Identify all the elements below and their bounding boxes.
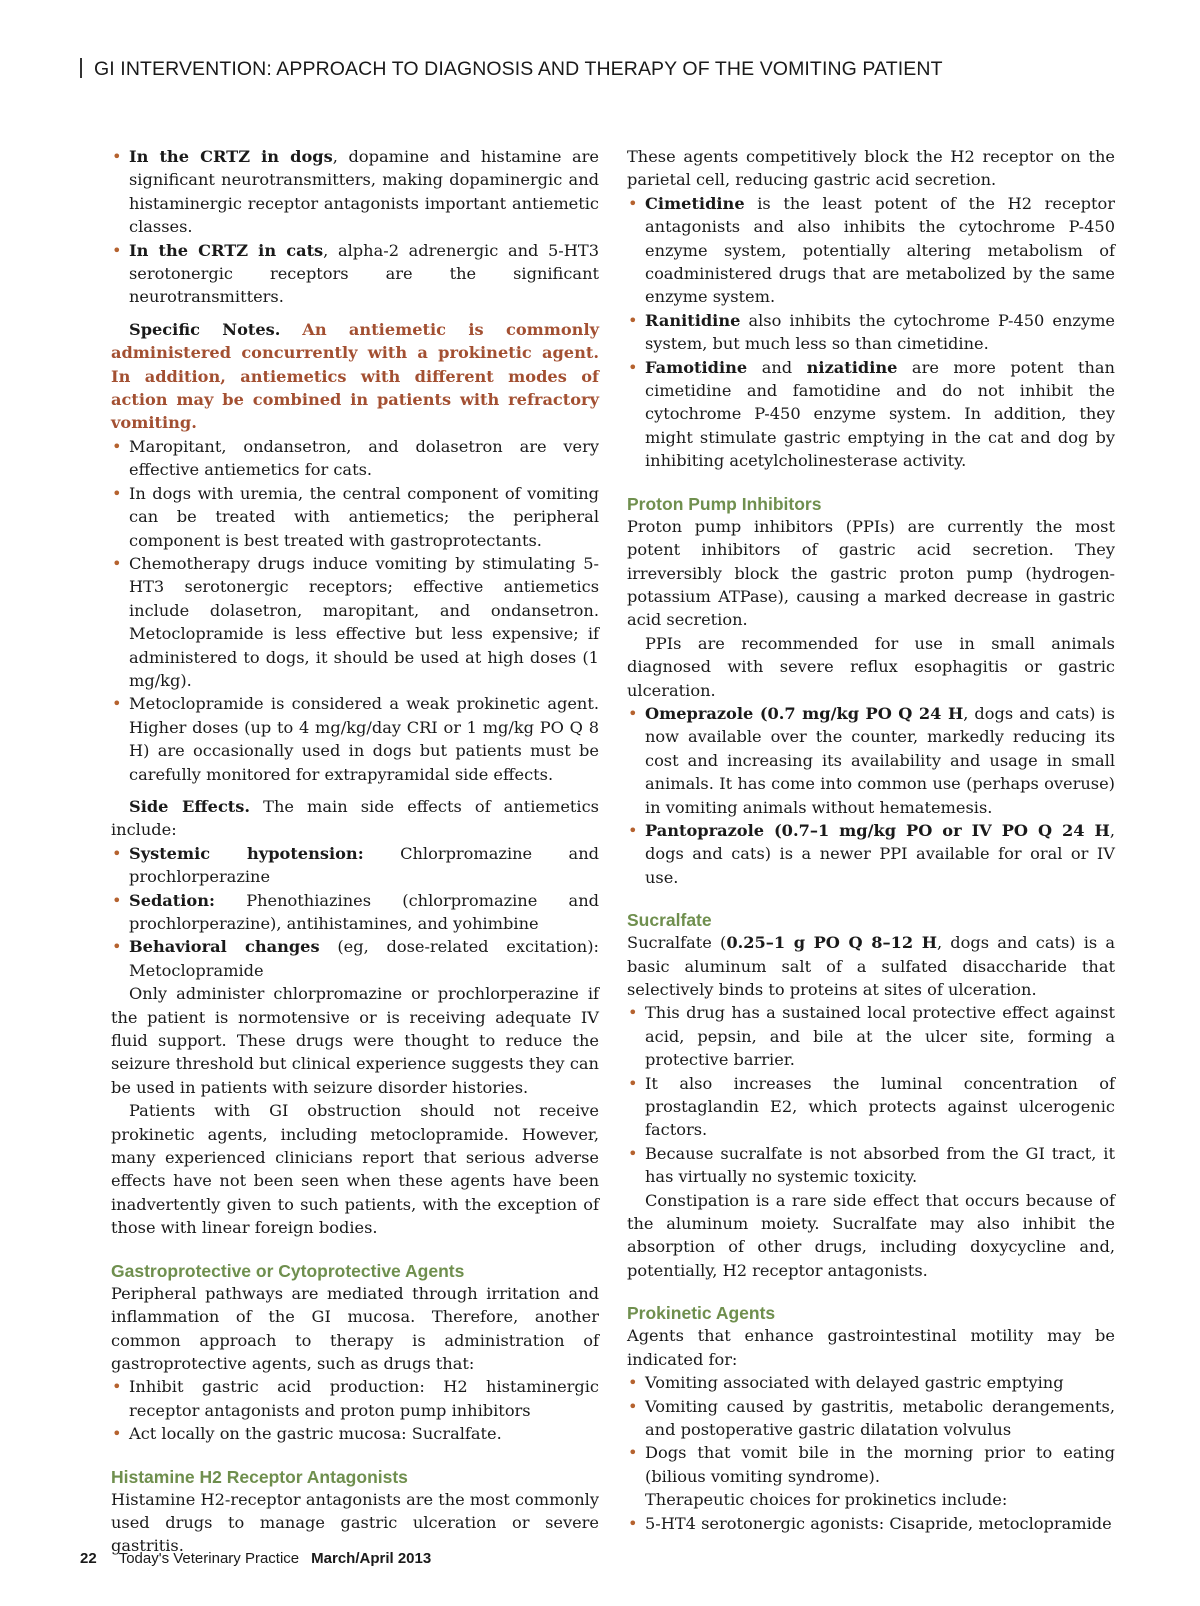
- section-heading: Gastroprotective or Cytoprotective Agents: [111, 1260, 465, 1281]
- list-item: • Metoclopramide is considered a weak prokinetic agent. Higher doses (up to 4 mg/kg/day CRI or 1 mg/kg PO Q 8 H) are occasionally used in dogs but patients must be carefully monitored for extrapyramidal side effects.: [112, 694, 599, 784]
- list-item: • Vomiting caused by gastritis, metabolic derangements, and postoperative gastric dilatation volvulus: [628, 1396, 1115, 1439]
- list-item: • Act locally on the gastric mucosa: Sucralfate.: [111, 1422, 599, 1445]
- prokinetic-list: [627, 1371, 1115, 1488]
- list-item: • Ranitidine also inhibits the cytochrome P-450 enzyme system, but much less so than cimetidine.: [628, 310, 1115, 354]
- list-item: • 5-HT4 serotonergic agonists: Cisapride, metoclopramide: [627, 1512, 1115, 1535]
- bullet-icon: •: [628, 820, 638, 840]
- bullet-icon: •: [628, 1373, 638, 1393]
- body-paragraph: Proton pump inhibitors (PPIs) are currently the most potent inhibitors of gastric acid secretion. They irreversibly block the gastric proton pump (hydrogen-potassium ATPase), causing a marked decrease in gastric acid secretion.: [627, 516, 1115, 630]
- bullet-icon: •: [112, 240, 122, 260]
- bullet-icon: •: [628, 703, 638, 723]
- list-text: , alpha-2 adrenergic and 5-HT3 serotonergic receptors are the significant neurotransmitters.: [129, 240, 599, 307]
- body-paragraph: PPIs are recommended for use in small animals diagnosed with severe reflux esophagitis or gastric ulceration.: [627, 633, 1115, 700]
- body-paragraph: Constipation is a rare side effect that occurs because of the aluminum moiety. Sucralfate may also inhibit the absorption of other drugs, including doxycycline and, potentially, H2 receptor antagonists.: [627, 1190, 1115, 1280]
- body-paragraph: Patients with GI obstruction should not receive prokinetic agents, including metoclopramide. However, many experienced clinicians report that serious adverse effects have not been seen when these agents have been inadvertently given to such patients, with the exception of those with linear foreign bodies.: [111, 1101, 599, 1238]
- bullet-icon: •: [628, 310, 638, 330]
- list-item: • Omeprazole (0.7 mg/kg PO Q 24 H, dogs and cats) is now available over the counter, markedly reducing its cost and increasing its availability and usage in small animals. It has come into common use (perhaps overuse) in vomiting animals without hematemesis.: [628, 703, 1115, 817]
- bullet-icon: •: [628, 1143, 638, 1163]
- body-paragraph: Sucralfate (0.25–1 g PO Q 8–12 H, dogs and cats) is a basic aluminum salt of a sulfated disaccharide that selectively binds to proteins at sites of ulceration.: [627, 933, 1115, 999]
- list-item: • Dogs that vomit bile in the morning prior to eating (bilious vomiting syndrome).: [628, 1443, 1115, 1486]
- list-item: • Sedation: Phenothiazines (chlorpromazine and prochlorperazine), antihistamines, and yohimbine: [112, 890, 599, 933]
- list-item: • Maropitant, ondansetron, and dolasetron are very effective antiemetics for cats.: [112, 436, 599, 480]
- body-paragraph: Therapeutic choices for prokinetics include:: [645, 1490, 1008, 1510]
- list-item: • Because sucralfate is not absorbed from the GI tract, it has virtually no systemic toxicity.: [628, 1143, 1115, 1187]
- bullet-icon: •: [112, 843, 122, 863]
- list-item: • This drug has a sustained local protective effect against acid, pepsin, and bile at the ulcer site, forming a protective barrier.: [628, 1003, 1115, 1070]
- list-item: • Vomiting associated with delayed gastric emptying: [627, 1371, 1115, 1394]
- right-column: [627, 145, 1115, 1535]
- section-heading: Histamine H2 Receptor Antagonists: [111, 1466, 408, 1487]
- body-paragraph: Histamine H2-receptor antagonists are the most commonly used drugs to manage gastric ulceration or severe gastritis.: [111, 1489, 599, 1556]
- bullet-icon: •: [112, 937, 122, 957]
- header-rule: [80, 58, 82, 78]
- h2-drug-list: [627, 192, 1115, 473]
- side-effects-paragraph: Side Effects. The main side effects of antiemetics include:: [111, 796, 599, 840]
- prokinetic-choices-list: [627, 1512, 1115, 1535]
- body-paragraph: Only administer chlorpromazine or prochlorperazine if the patient is normotensive or is receiving adequate IV fluid support. These drugs were thought to reduce the seizure threshold but clinical experience suggests they can be used in patients with seizure disorder histories.: [111, 984, 599, 1097]
- bold-lead: Specific Notes.: [129, 319, 281, 339]
- side-effects-list: [111, 842, 599, 982]
- bullet-icon: •: [112, 483, 122, 503]
- bullet-icon: •: [628, 193, 638, 213]
- list-item: [111, 239, 599, 309]
- magazine-name: Today's Veterinary Practice: [118, 1550, 300, 1567]
- body-paragraph: These agents competitively block the H2 receptor on the parietal cell, reducing gastric acid secretion.: [627, 147, 1115, 190]
- section-heading: Sucralfate: [627, 910, 712, 931]
- section-heading: Prokinetic Agents: [627, 1303, 776, 1324]
- highlight-text: An antiemetic is commonly administered concurrently with a prokinetic agent. In addition, antiemetics with different modes of action may be combined in patients with refractory vomiting.: [111, 319, 599, 433]
- list-item: • Cimetidine is the least potent of the H2 receptor antagonists and also inhibits the cytochrome P-450 enzyme system, potentially altering metabolism of coadministered drugs that are metabolized by the same enzyme system.: [628, 193, 1115, 307]
- running-header: [80, 58, 943, 81]
- page-footer: [80, 1550, 431, 1567]
- bullet-icon: •: [628, 1443, 638, 1463]
- list-item: • In dogs with uremia, the central component of vomiting can be treated with antiemetics; the peripheral component is best treated with gastroprotectants.: [112, 483, 599, 550]
- gastro-list: [111, 1375, 599, 1445]
- bullet-icon: •: [628, 1513, 638, 1533]
- bullet-icon: •: [628, 1003, 638, 1023]
- bullet-icon: •: [112, 694, 122, 714]
- bullet-icon: •: [112, 553, 122, 573]
- list-item: • It also increases the luminal concentration of prostaglandin E2, which protects against ulcerogenic factors.: [628, 1073, 1115, 1140]
- header-title: GI INTERVENTION: APPROACH TO DIAGNOSIS AND THERAPY OF THE VOMITING PATIENT: [94, 58, 943, 80]
- ppi-list: [627, 702, 1115, 889]
- bullet-icon: •: [112, 1377, 122, 1397]
- sucralfate-list: [627, 1001, 1115, 1188]
- specific-notes-paragraph: [111, 318, 599, 435]
- list-item: • Behavioral changes (eg, dose-related excitation): Metoclopramide: [112, 937, 599, 980]
- list-item: • Famotidine and nizatidine are more potent than cimetidine and famotidine and do not inhibit the cytochrome P-450 enzyme system. In addition, they might stimulate gastric emptying in the cat and dog by inhibiting acetylcholinesterase activity.: [628, 357, 1115, 471]
- section-heading: Proton Pump Inhibitors: [627, 493, 822, 514]
- issue-date: March/April 2013: [311, 1550, 432, 1567]
- bullet-icon: •: [112, 890, 122, 910]
- bold-lead: In the CRTZ in dogs: [129, 147, 333, 166]
- notes-list: [111, 435, 599, 786]
- list-item: • Pantoprazole (0.7–1 mg/kg PO or IV PO Q 24 H, dogs and cats) is a newer PPI available for oral or IV use.: [628, 820, 1115, 887]
- body-paragraph: Peripheral pathways are mediated through irritation and inflammation of the GI mucosa. Therefore, another common approach to therapy is administration of gastroprotective agents, such as drugs that:: [111, 1283, 599, 1373]
- bullet-icon: •: [112, 436, 122, 456]
- bullet-icon: •: [112, 1424, 122, 1444]
- bullet-icon: •: [628, 357, 638, 377]
- list-text: , dopamine and histamine are significant neurotransmitters, making dopaminergic and histaminergic receptor antagonists important antiemetic classes.: [129, 147, 600, 237]
- list-item: [111, 145, 599, 239]
- crtz-list: [111, 145, 599, 309]
- list-item: • Inhibit gastric acid production: H2 histaminergic receptor antagonists and proton pump inhibitors: [112, 1377, 599, 1420]
- bold-lead: Side Effects.: [129, 796, 251, 816]
- bold-lead: In the CRTZ in cats: [129, 240, 324, 260]
- list-item: • Systemic hypotension: Chlorpromazine and prochlorperazine: [112, 843, 599, 887]
- body-paragraph: Agents that enhance gastrointestinal motility may be indicated for:: [627, 1326, 1115, 1369]
- left-column: [111, 145, 599, 1558]
- bullet-icon: •: [112, 147, 122, 166]
- bullet-icon: •: [628, 1073, 638, 1093]
- list-item: • Chemotherapy drugs induce vomiting by stimulating 5-HT3 serotonergic receptors; effective antiemetics include dolasetron, maropitant, and ondansetron. Metoclopramide is less effective but less expensive; if administered to dogs, it should be used at high doses (1 mg/kg).: [112, 553, 599, 690]
- bullet-icon: •: [628, 1396, 638, 1416]
- page-number: 22: [80, 1550, 97, 1567]
